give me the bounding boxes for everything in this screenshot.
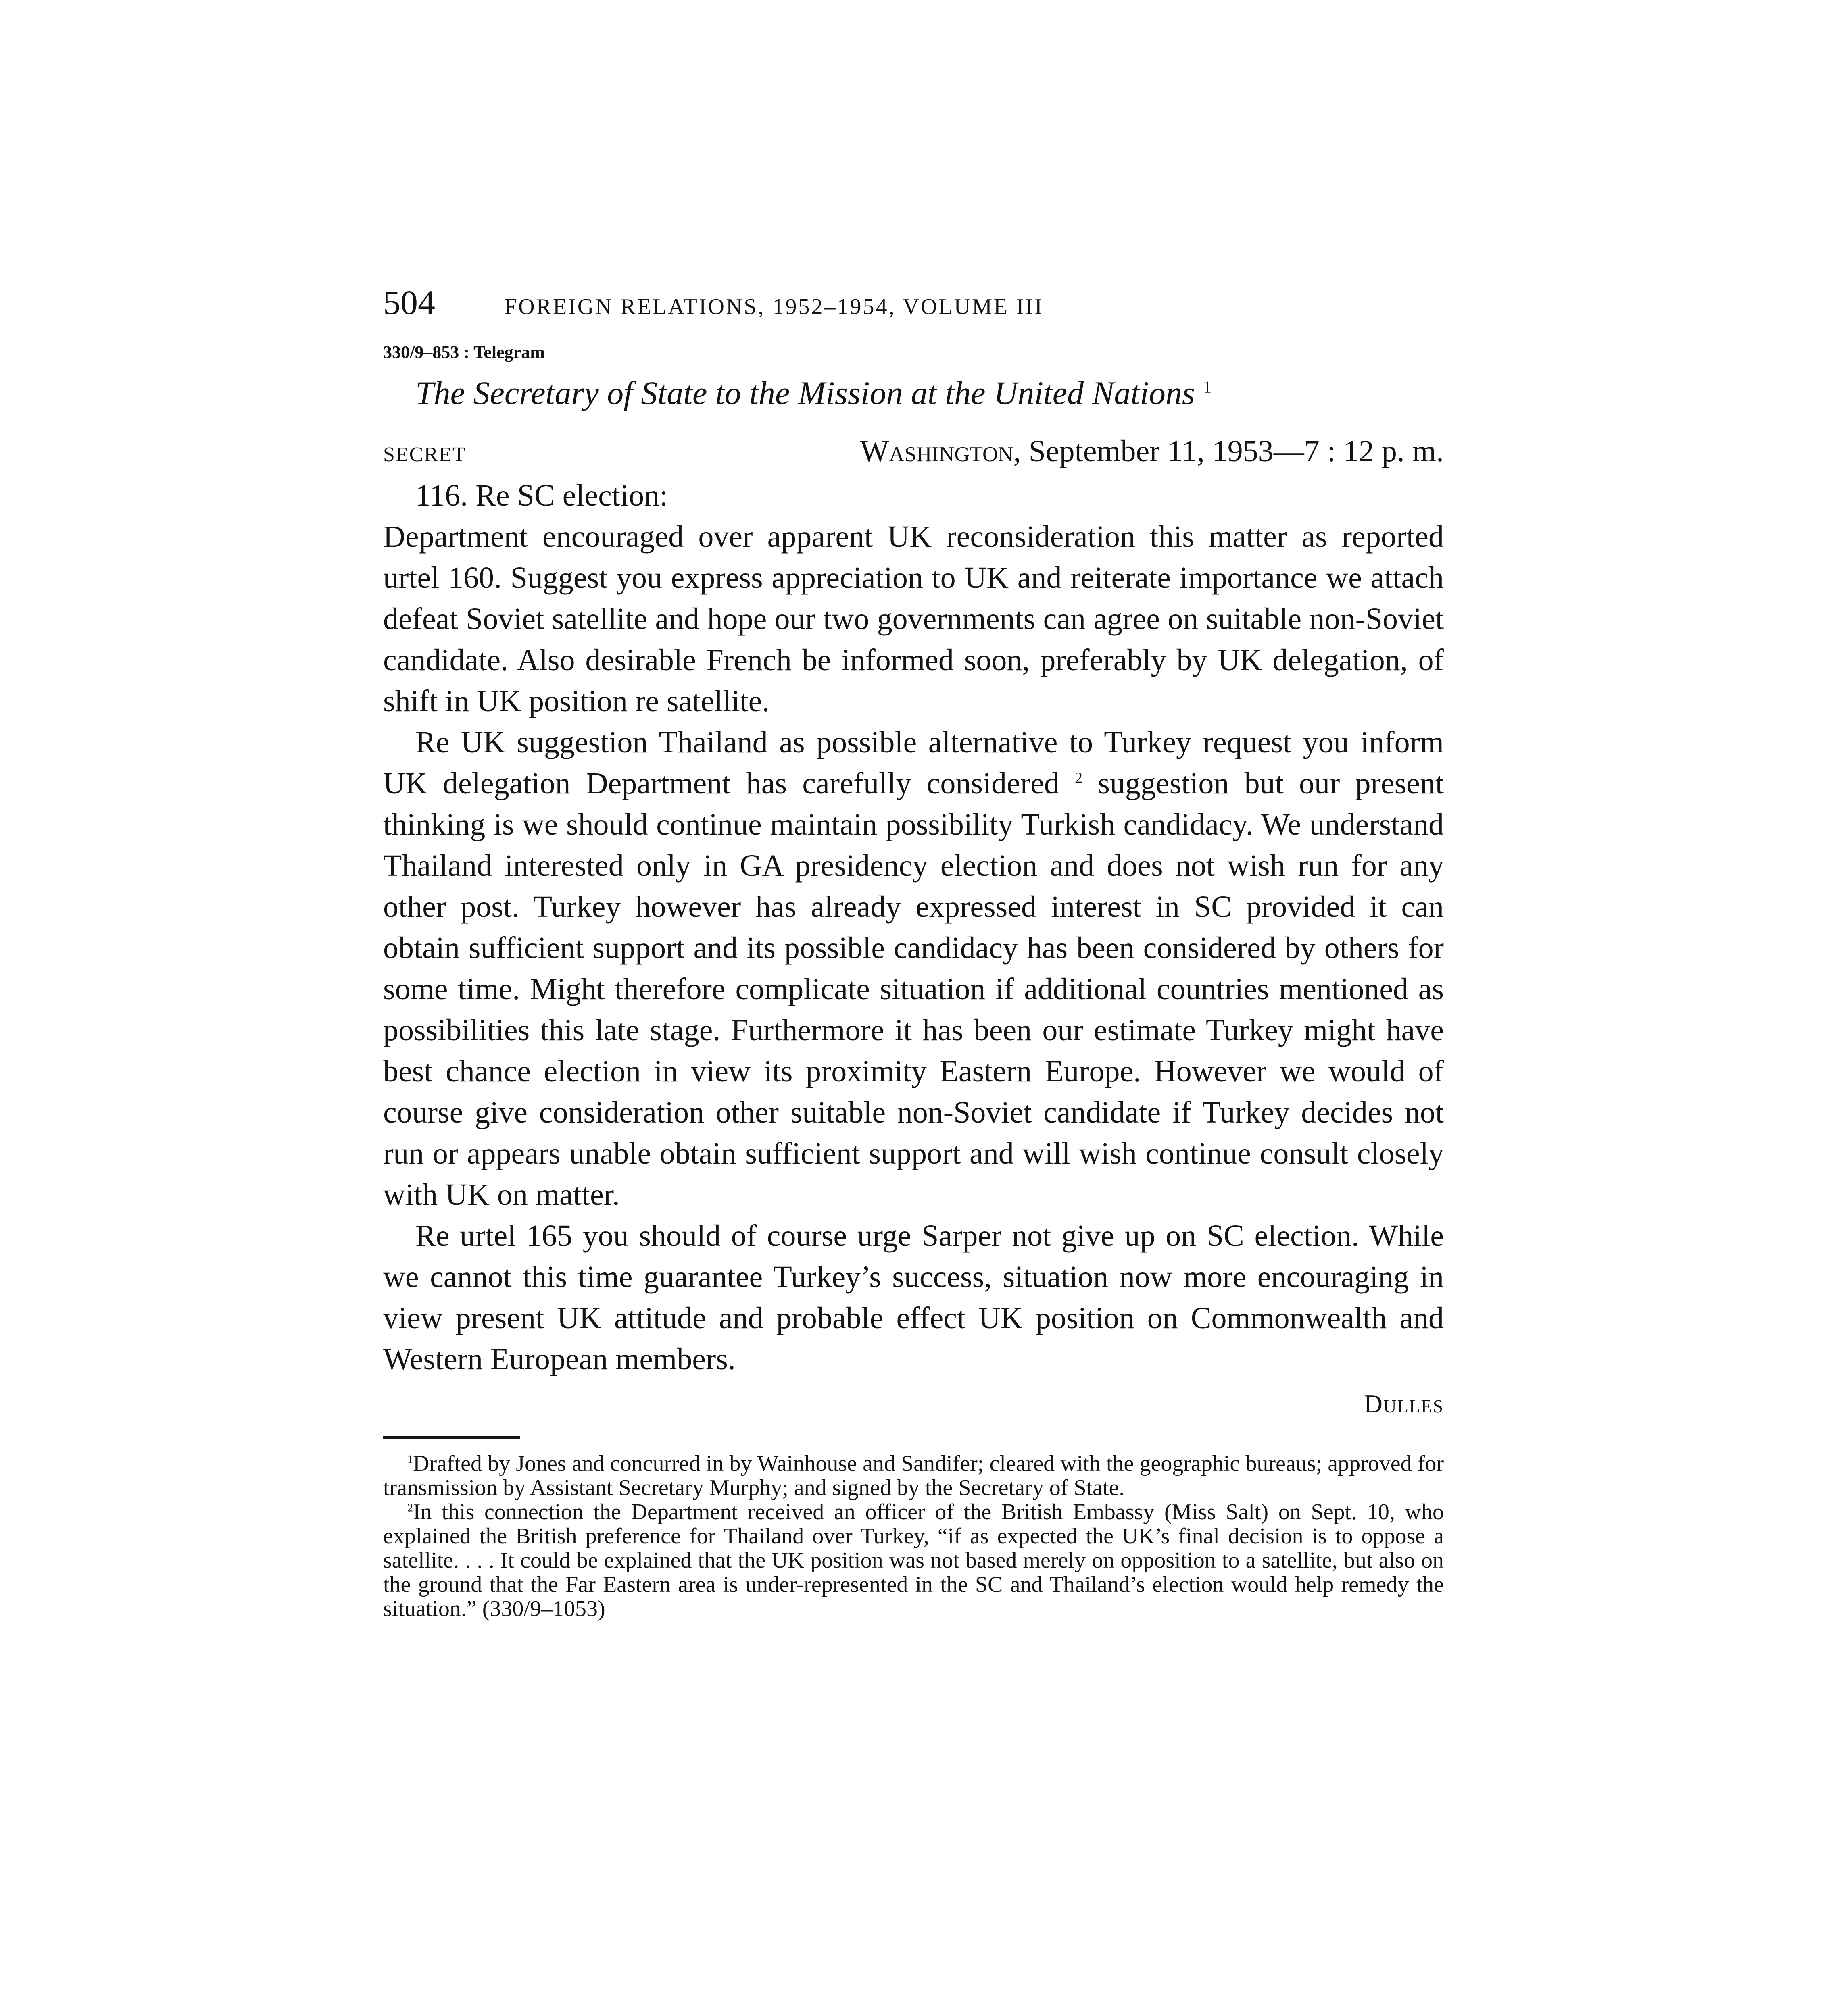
footnote-2-mark: 2: [407, 1502, 413, 1514]
footnote-2: [383, 1500, 1444, 1621]
document-title-text: The Secretary of State to the Mission at the United Nations: [415, 375, 1195, 411]
footnote-2-text: In this connection the Department received an officer of the British Embassy (Miss Salt) on Sept. 10, who explained the British preference for Thailand over Turkey, “if as expected the UK’s final decision is to oppose a satellite. . . . It could be explained that the UK position was not based merely on opposition to a satellite, but also on the ground that the Far Eastern area is under-represented in the SC and Thailand’s election would help remedy the situation.” (330/9–1053): [383, 1500, 1444, 1621]
footnote-1-mark: 1: [407, 1453, 413, 1466]
footnote-1-text: Drafted by Jones and concurred in by Wainhouse and Sandifer; cleared with the geographic bureaus; approved for transmission by Assistant Secretary Murphy; and signed by the Secretary of State.: [383, 1451, 1444, 1500]
running-head: [383, 282, 1444, 331]
dateline-place: Washington: [860, 434, 1013, 468]
paragraph-1: Department encouraged over apparent UK reconsideration this matter as reported urtel 160. Suggest you express appreciation to UK and reiterate importance we attach defeat Soviet satellite and hope our two governments can agree on suitable non-Soviet candidate. Also desirable French be informed soon, preferably by UK delegation, of shift in UK position re satellite.: [383, 520, 1444, 718]
text-column: [383, 282, 1444, 1621]
paragraph-2: [383, 722, 1444, 1215]
page-number: 504: [383, 283, 435, 322]
paragraph-2-footnote-mark: 2: [1075, 769, 1083, 787]
paragraph-2-start: Re UK suggestion Thailand as possible alternative to Turkey request you inform UK delegation Department has carefully considered: [383, 725, 1444, 800]
paragraph-2-rest: suggestion but our present thinking is we should continue maintain possibility Turkish candidacy. We understand Thailand interested only in GA presidency election and does not wish run for any other post. Turkey however has already expressed interest in SC provided it can obtain sufficient support and its possible candidacy has been considered by others for some time. Might therefore complicate situation if additional countries mentioned as possibilities this late stage. Furthermore it has been our estimate Turkey might have best chance election in view its proximity Eastern Europe. However we would of course give consideration other suitable non-Soviet candidate if Turkey decides not run or appears unable obtain sufficient support and will wish continue consult closely with UK on matter.: [383, 766, 1444, 1212]
title-footnote-mark: 1: [1203, 377, 1212, 396]
classification-label: SECRET: [383, 443, 466, 466]
dateline-date-time: , September 11, 1953—7 : 12 p. m.: [1013, 434, 1444, 468]
signature: Dulles: [1364, 1389, 1444, 1418]
footnote-1: [383, 1452, 1444, 1500]
running-title: FOREIGN RELATIONS, 1952–1954, VOLUME III: [504, 294, 1044, 319]
classification-dateline-row: [383, 434, 1444, 475]
opening-line: 116. Re SC election:: [415, 479, 668, 512]
document-title: [415, 374, 1444, 427]
footnote-divider: [383, 1436, 520, 1439]
paragraph-3: Re urtel 165 you should of course urge Sarper not give up on SC election. While we cannot this time guarantee Turkey’s success, situation now more encouraging in view present UK attitude and probable effect UK position on Commonwealth and Western European members.: [383, 1219, 1444, 1376]
dateline: [860, 434, 1444, 469]
file-reference: 330/9–853 : Telegram: [383, 342, 545, 362]
